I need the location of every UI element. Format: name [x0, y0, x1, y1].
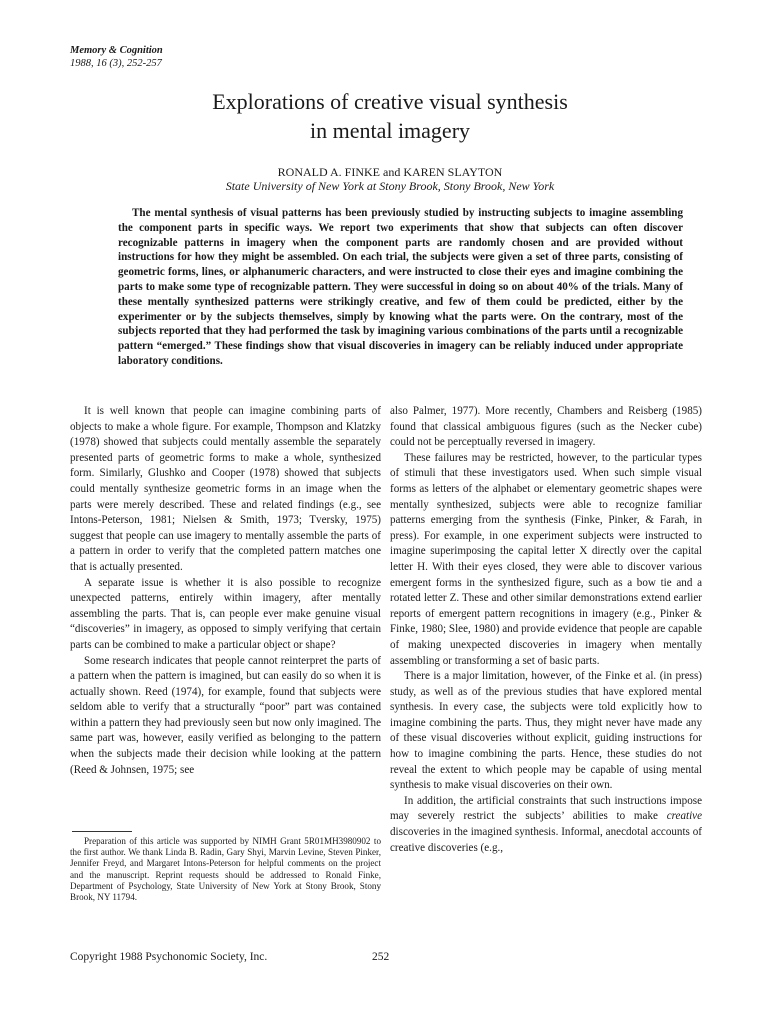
text-run: In addition, the artificial constraints that such instructions impose may severely restrict the subjects’ abilities to make: [390, 794, 702, 823]
emphasized-word: creative: [666, 810, 702, 823]
footnote: Preparation of this article was supported by NIMH Grant 5R01MH3980902 to the first author. We thank Linda B. Radin, Gary Shyi, Marvin Levine, Steven Pinker, Jennifer Freyd, and Margaret Intons-Peterson for helpful comments on the project and the manuscript. Reprint requests should be addressed to Ronald Finke, Department of Psychology, State University of New York at Stony Brook, Stony Brook, NY 11794.: [70, 836, 381, 903]
copyright-notice: Copyright 1988 Psychonomic Society, Inc.: [70, 951, 268, 963]
journal-header: [70, 44, 163, 70]
abstract: The mental synthesis of visual patterns has been previously studied by instructing subjects to imagine assembling the component parts in specific ways. We report two experiments that show that subjects can often discover recognizable patterns in imagery when the component parts are randomly chosen and are provided without instructions for how they might be assembled. On each trial, the subjects were given a set of three parts, consisting of geometric forms, lines, or alphanumeric characters, and were instructed to close their eyes and imagine combining the parts to make some type of recognizable pattern. They were successful in doing so on about 40% of the trials. Many of these mentally synthesized patterns were strikingly creative, and few of them could be predicted, either by the experimenter or by the subjects themselves, simply by knowing what the parts were. On the contrary, most of the subjects reported that they had performed the task by imagining various combinations of the parts until a recognizable pattern “emerged.” These findings show that visual discoveries in imagery can be reliably induced under appropriate laboratory conditions.: [118, 207, 683, 367]
journal-name: Memory & Cognition: [70, 45, 163, 56]
body-paragraph: [390, 794, 702, 856]
text-run: discoveries in the imagined synthesis. Informal, anecdotal accounts of creative discoveries (e.g.,: [390, 826, 702, 854]
footnote-divider: [72, 831, 132, 832]
body-paragraph: Some research indicates that people cannot reinterpret the parts of a pattern when the pattern is imagined, but can easily do so when it is actually shown. Reed (1974), for example, found that subjects were seldom able to verify that a structurally “poor” part was contained within a pattern they had previously seen but now only imagined. The same part was, however, easily verified as belonging to the pattern when the subjects made their decision while looking at the pattern (Reed & Johnsen, 1975; see: [70, 654, 381, 776]
journal-citation: 1988, 16 (3), 252-257: [70, 58, 162, 69]
page-number: 252: [372, 951, 390, 963]
right-column: [390, 404, 702, 856]
body-paragraph: also Palmer, 1977). More recently, Chambers and Reisberg (1985) found that classical ambiguous figures (such as the Necker cube) could not be perceptually reversed in imagery.: [390, 405, 702, 449]
affiliation: State University of New York at Stony Brook, Stony Brook, New York: [225, 179, 555, 193]
authors: RONALD A. FINKE and KAREN SLAYTON: [277, 165, 503, 179]
body-paragraph: A separate issue is whether it is also possible to recognize unexpected patterns, entirely within imagery, after mentally assembling the parts. That is, can people ever make genuine visual “discoveries” in imagery, as opposed to simply verifying that certain parts can be combined to make a particular object or shape?: [70, 576, 381, 651]
body-paragraph: There is a major limitation, however, of the Finke et al. (in press) study, as well as of the previous studies that have explored mental synthesis. In every case, the subjects were told explicitly how to imagine combining the parts. Thus, they might never have made any of these visual discoveries without explicit, guiding instructions for how to imagine combining the parts. Hence, these studies do not reveal the extent to which people may be capable of using mental synthesis to make visual discoveries on their own.: [390, 670, 702, 792]
body-paragraph: These failures may be restricted, however, to the particular types of stimuli that these investigators used. When such simple visual forms as letters of the alphabet or elementary geometric shapes were mentally synthesized, subjects were able to recognize familiar patterns emerging from the synthesis (Finke, Pinker, & Farah, in press). For example, in one experiment subjects were instructed to imagine superimposing the capital letter X directly over the capital letter H. With their eyes closed, they were able to discover various emergent forms in the synthesized figure, such as a bow tie and a rotated letter Z. These and other similar demonstrations extend earlier reports of emergent pattern recognitions in imagery (e.g., Pinker & Finke, 1980; Slee, 1980) and provide evidence that people are capable of making unexpected discoveries in imagery when mentally assembling or transforming a set of basic parts.: [390, 451, 702, 667]
paper-title: [60, 87, 720, 145]
body-paragraph: It is well known that people can imagine combining parts of objects to make a whole figure. For example, Thompson and Klatzky (1978) showed that subjects could mentally assemble the separately presented parts of geometric forms to make a whole, synthesized form. Similarly, Glushko and Cooper (1978) showed that subjects could mentally synthesize geometric forms in an image when the parts were merely described. These and related findings (e.g., see Intons-Peterson, 1981; Nielsen & Smith, 1973; Tversky, 1975) suggest that people can use imagery to mentally assemble the parts of a pattern in order to verify that the completed pattern matches one that is actually presented.: [70, 405, 381, 573]
left-column: [70, 404, 381, 778]
paper-title-line-1: Explorations of creative visual synthesis: [212, 89, 568, 114]
paper-title-line-2: in mental imagery: [309, 118, 471, 143]
